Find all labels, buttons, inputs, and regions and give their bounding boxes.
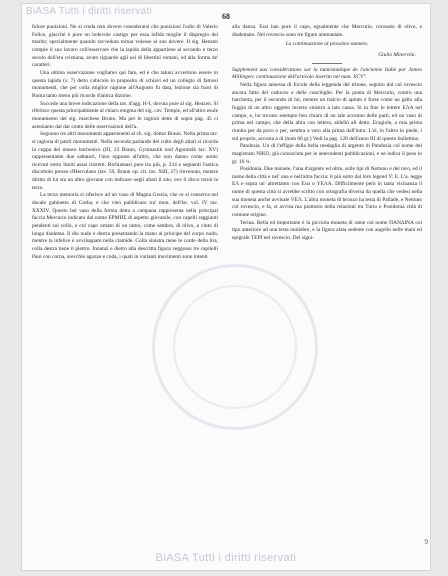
paragraph: Pandosia. Un dì l'effigie della bella medaglia di argento di Pandosia col nome del magistrato ΝΙΚΟ, già conosciuta per le antecedenti pubblicazioni, e ne indica il peso in gr. 16 ¾. [232, 143, 422, 165]
page-number: 68 [222, 12, 230, 21]
paragraph: alla danza. Essi han pure il capo, egualmente che Mercurio, coronato di olivo, e diademato. Nel rovescio sono tre figure ammantate. [232, 24, 422, 38]
watermark-footer: BiASA Tutti i diritti riservati [155, 552, 297, 564]
paragraph: Nella figura annessa di Ercole della leggenda del tritone, seguito dal col rovescio ancora fatto del caduceo e delle conchiglie. Per la punta di Mercurio, contro una barchetta, per il secondo di lui, mentre un tralcio di apium è forse come un gallo alla foggia di un altro oggetto incerto sinistro a lato cassa. Si in fine le lettere ΕΛΑ nel campo, e, ho trovato esempio ben chiaro di un tale accenno delle parti, ed un vaso di prima nel campo, che della altra con lettera, aldellò ali detto. Eragiole, a mia prima riunita per da poco o per, sembra a vero alla prima dall'intra. L'ei, in l'altro in piede, i sul proprio, accosta a di (num 66 gr.) Vedi la pag. 128 dell'anno III di questo bullettino. [232, 81, 422, 142]
author-signature: Giulio Minervini. [378, 51, 416, 58]
article-heading: Supplement aux considérations sur la numismatique de l'ancienne Italie par James Millingen: continuazione dell'articolo inserito nel num. XCV°. [232, 66, 422, 81]
paragraph: fulure punizioni. Ne si creda non dovere considerarsi che punizioni l'odio di Valerio Felice, giacchè è pure un lodevole castigo per essa infida moglie il dispregio dei maritο; specialmente quando ravveduta tornar volesse al suo dovere. Il sig. Henzen compie il suo lavoro coll'osservare che la lapida della appartiene al secondo o terzo secolo dell'era cristiana, avuto riguardo agli usi di libertini romani, ed alla forma de' caratteri. [32, 24, 218, 69]
paragraph: Seguono tre altri monumenti appartenenti al ch. sig. dottor Braun. Nella prima tav. si ragiona di patrii monumenti. Nella seconda parlando del culto degli altari si ricorda la coppa del museo borbonico (III, 23 Braun, Gymnastik und Agonistik tav. XV) rappresentante due saltatori, l'uno opposto all'altro, che non danno come uomo ricevuti entro limiti assai ristretti. Richiamasi pure tra più, p. 234 e seguenti l'antica discobolo presso d'Herculano (tav. 59, Braun op. cit. tav. XIII, 27) rinvenuto, mentre diritto di lui sta un altro giovane con indicare negli altari il sito, ove il disco tornò la terra. [32, 131, 218, 191]
right-text-column [232, 24, 422, 243]
signature-mark: 9 [424, 538, 428, 546]
library-seal-watermark [152, 264, 318, 430]
continuation-note: La continuazione al prossimo numero. [285, 41, 369, 48]
paragraph: La terza memoria si riferisce ad un vaso di Magna Grecia, che or si conserva nel ducale gabinetto di Gotha, e che vien pubblicato tra' mon. dell'ist. vol. IV tav. XXXIV. Questo bel vaso della forma detta a campana rappresenta nella principal faccia Mercurio indicato dal nome ΕΡΜΗΣ di aspetto giovanile, con capelli raggiunti pendenti sul collo, e col capo ornato di un ramo, come sembra, di olivo, a cinto di lunga diadema. Il dio nudo e destra presentando la mano al principe del corpo nudo, mentre la infelice è avviluppato nella clamide. Colla sinistra tiene le corde della lira, colla destra tiene il plettro. Innanzi e dietro alla descritta figura veggonsi tre capitelli Pani con corna, orecchie aguzze e coda, i quali in varianti movimenti sono intenti [32, 192, 218, 260]
paragraph: Una ultima osservazione vogliamo qui fare, ed è che taluni avvertono essere in questa lapida (v. 7) detto cubiculo in proposito di schiavi ed un collegio di famosi monumenti, che per colla miglior ragione all'Augusto fu data, lezione sia fuori di Roma tanto meno più ricordo d'antica dizione. [32, 69, 218, 99]
paragraph: Terina. Bella ed importante è la picciola moneta di rame col nome ΠΑΝΔΙΝΑ col tipo anteriore ad una testa muliebre, e la figura alata sedente con augello nelle mani ed epigrafe ΤΕΡΙ nel rovescio. Del signi- [232, 219, 422, 242]
left-text-column [32, 24, 218, 261]
paragraph: Succede una breve indicazione della tav. d'agg. H-I, dovuta pure al sig. Henzen. Si riferisce questa principalmente al chiaro enigma del sig. cav. Temple, ed all'altro esule monumento del sig. marchese Bruno. Ma per le ragioni dette di sopra pag. 45 ci asteniamo dal dar conto delle osservazioni dell'a. [32, 100, 218, 130]
section-divider [312, 63, 342, 64]
paragraph: Posidonia. Due monete, l'una d'argento ed oltre, sulle tipi di Nettuno e del toro, ed il nome della città e nel' una e nell'altra faccia: il più sotto dal loro legend V: Ε. L'a. legge ΕΛ e sopra un' altrettanto con Ελα o ΥΕΛΑ. Difficilmente però in tanta vicinanza il nome di questa città si avrebbe scritto con ortografia diversa da quella che vedesi nella sua moneta anche avvisate VΕΛ. L'altra moneta di bronzo ha testa di Pallade, e Nettuno col rovescio, e fa, si avvisa ma piuttosto della relazioni tra Turio e Posidonia città di comune origine. [232, 166, 422, 219]
watermark-header: BiASA Tutti i diritti riservati [26, 6, 152, 17]
document-page [22, 4, 430, 570]
